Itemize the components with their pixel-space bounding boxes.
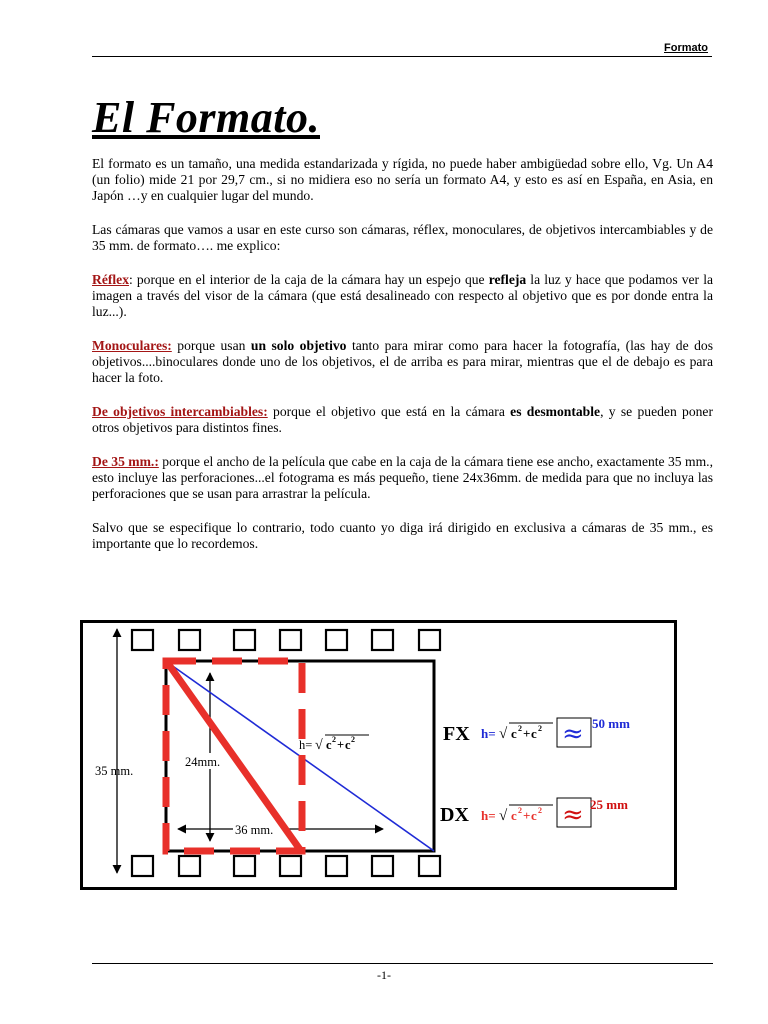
body-text bbox=[92, 156, 713, 570]
fx-plus: + bbox=[523, 726, 531, 741]
paragraph-monoculares bbox=[92, 338, 713, 386]
dx-formula bbox=[481, 805, 553, 824]
sprocket-hole bbox=[179, 856, 200, 876]
fx-sqrt: √ bbox=[499, 726, 508, 742]
page-number: -1- bbox=[377, 968, 391, 982]
sprocket-hole bbox=[280, 630, 301, 650]
label-35mm: 35 mm. bbox=[95, 764, 134, 778]
sprocket-hole bbox=[179, 630, 200, 650]
paragraph-reflex bbox=[92, 272, 713, 320]
formula-plus: + bbox=[337, 738, 345, 752]
formula-sqrt: √ bbox=[315, 738, 323, 753]
dx-value: 25 mm bbox=[590, 797, 628, 812]
mono-text-b: tanto para mirar como para hacer la fotografía, (las hay de dos objetivos....binoculares donde uno de los objetivos, el de arriba es para mirar, mientras que el de debajo es para hacer la foto. bbox=[92, 338, 713, 385]
paragraph-intercambiables bbox=[92, 404, 713, 436]
dx-plus: + bbox=[523, 808, 531, 823]
sprocket-hole bbox=[234, 630, 255, 650]
dx-label: DX bbox=[440, 804, 469, 826]
label-36mm: 36 mm. bbox=[235, 823, 274, 837]
sprocket-hole bbox=[326, 856, 347, 876]
reflex-bold: refleja bbox=[488, 272, 527, 287]
dx-sq1: 2 bbox=[518, 806, 522, 815]
fx-approx: ≈ bbox=[562, 719, 584, 749]
reflex-text-b: la luz y hace que podamos ver la imagen a través del visor de la cámara (que está desalineado con respecto al objetivo que es por donde entra la luz...). bbox=[92, 272, 714, 319]
mm35-text-a: porque el ancho de la película que cabe en la caja de la cámara tiene ese ancho, exactamente 35 mm., esto incluye las perforaciones...el fotograma es más pequeño, tiene 24x36mm. de medida para que no incluya las perforaciones que se usan para arrastrar la película. bbox=[92, 454, 713, 501]
header-rule bbox=[92, 56, 712, 57]
paragraph-35mm bbox=[92, 454, 713, 502]
term-monoculares: Monoculares: bbox=[92, 338, 172, 353]
sprocket-hole bbox=[280, 856, 301, 876]
term-35mm: De 35 mm.: bbox=[92, 454, 159, 469]
header-label: Formato bbox=[664, 42, 708, 54]
page-title: El Formato. bbox=[92, 93, 320, 142]
dx-sqrt: √ bbox=[499, 808, 508, 824]
formula-frame bbox=[299, 735, 369, 753]
fx-label: FX bbox=[443, 723, 470, 745]
sprocket-hole bbox=[132, 856, 153, 876]
sprocket-holes-bottom bbox=[132, 856, 440, 876]
sprocket-hole bbox=[132, 630, 153, 650]
sprocket-hole bbox=[372, 630, 393, 650]
mono-bold: un solo objetivo bbox=[250, 338, 347, 353]
dx-c2: c bbox=[531, 808, 537, 823]
footer-rule bbox=[92, 963, 713, 964]
fx-c1: c bbox=[511, 726, 517, 741]
paragraph-cameras: Las cámaras que vamos a usar en este curso son cámaras, réflex, monoculares, de objetivos intercambiables y de 35 mm. de formato…. me explico: bbox=[92, 222, 713, 253]
fx-value: 50 mm bbox=[592, 716, 630, 731]
paragraph-intro: El formato es un tamaño, una medida estandarizada y rígida, no puede haber ambigüedad sobre ello, Vg. Un A4 (un folio) mide 21 por 29,7 cm., si no midiera eso no sería un formato A4, y esto es así en España, en Asia, en Japón …y en cualquier lugar del mundo. bbox=[92, 156, 713, 203]
mono-text-a: porque usan bbox=[171, 338, 251, 353]
reflex-text-a: : porque en el interior de la caja de la cámara hay un espejo que bbox=[129, 272, 489, 287]
fx-sq2: 2 bbox=[538, 724, 542, 733]
inter-bold: es desmontable bbox=[510, 404, 601, 419]
fx-formula bbox=[481, 723, 553, 742]
fx-sq1: 2 bbox=[518, 724, 522, 733]
dx-h: h= bbox=[481, 808, 496, 823]
film-format-figure bbox=[80, 620, 677, 890]
paragraph-closing: Salvo que se especifique lo contrario, todo cuanto yo diga irá dirigido en exclusiva a cámaras de 35 mm., es importante que lo recordemos. bbox=[92, 520, 713, 551]
formula-sq1: 2 bbox=[332, 735, 336, 744]
dx-sq2: 2 bbox=[538, 806, 542, 815]
dx-c1: c bbox=[511, 808, 517, 823]
sprocket-hole bbox=[419, 630, 440, 650]
fx-c2: c bbox=[531, 726, 537, 741]
formula-h: h= bbox=[299, 738, 313, 752]
term-intercambiables: De objetivos intercambiables: bbox=[92, 404, 268, 419]
formula-c2: c bbox=[345, 738, 351, 752]
sprocket-hole bbox=[234, 856, 255, 876]
label-24mm: 24mm. bbox=[185, 755, 221, 769]
sprocket-hole bbox=[372, 856, 393, 876]
formula-c1: c bbox=[326, 738, 332, 752]
inter-text-b: , y se pueden poner otros objetivos para distintos fines. bbox=[92, 404, 713, 435]
sprocket-hole bbox=[419, 856, 440, 876]
formula-sq2: 2 bbox=[351, 735, 355, 744]
sprocket-hole bbox=[326, 630, 347, 650]
fx-h: h= bbox=[481, 726, 496, 741]
film-diagram bbox=[83, 623, 674, 887]
inter-text-a: porque el objetivo que está en la cámara bbox=[267, 404, 511, 419]
sprocket-holes-top bbox=[132, 630, 440, 650]
term-reflex: Réflex bbox=[92, 272, 129, 287]
dx-approx: ≈ bbox=[562, 800, 584, 830]
